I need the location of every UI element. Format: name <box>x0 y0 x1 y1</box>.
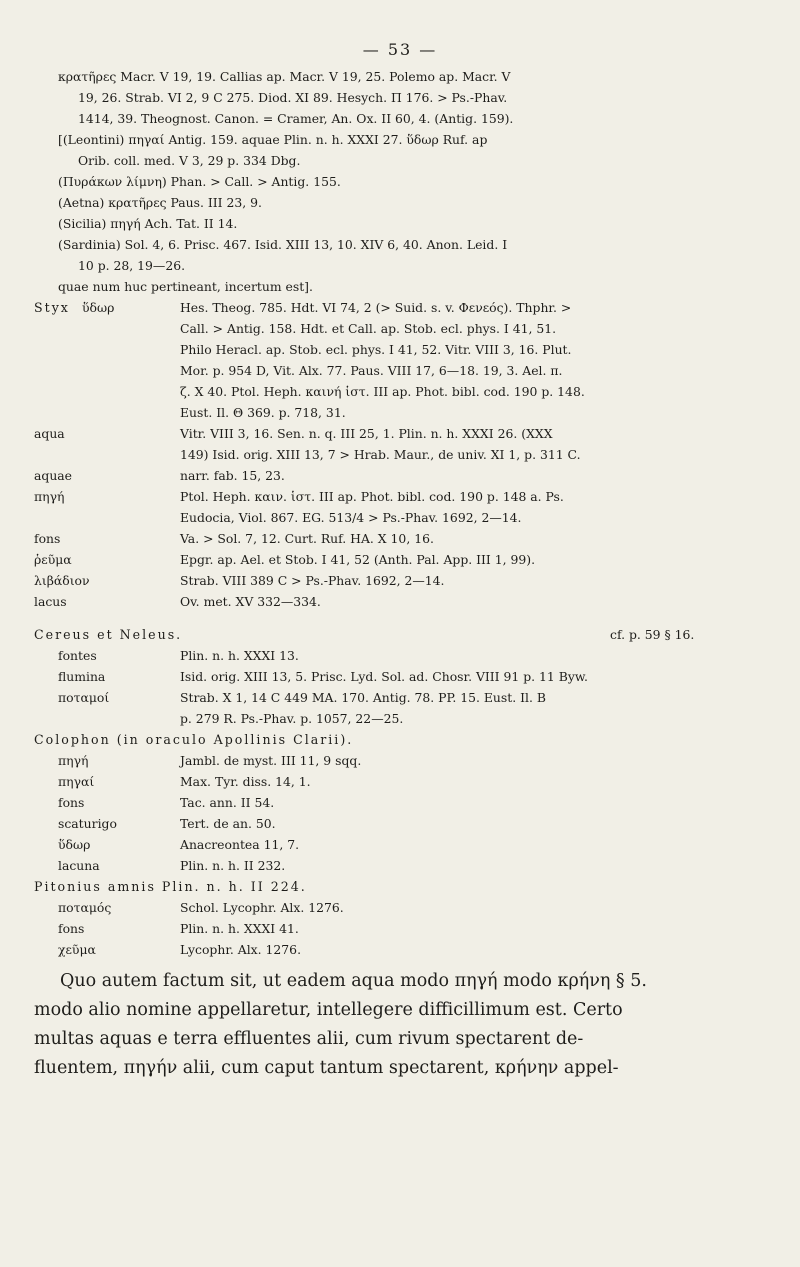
entry-text: Ov. met. XV 332—334. <box>180 594 321 609</box>
entry-label: scaturigo <box>58 816 117 831</box>
entry-text: Philo Heracl. ap. Stob. ecl. phys. I 41, 52. Vitr. VIII 3, 16. Plut. <box>180 342 572 357</box>
entry-label: fontes <box>58 648 97 663</box>
entry-text: Eust. Il. Θ 369. p. 718, 31. <box>180 405 346 420</box>
entry-text: ζ. X 40. Ptol. Heph. καινή ἱστ. III ap. Phot. bibl. cod. 190 p. 148. <box>180 384 585 399</box>
text-line: (Aetna) κρατῆρες Paus. III 23, 9. <box>58 195 262 210</box>
entry-label: ῥεῦμα <box>34 552 72 567</box>
entry-label: lacus <box>34 594 67 609</box>
text-line: (Sicilia) πηγή Ach. Tat. II 14. <box>58 216 238 231</box>
styx-heading: Styx <box>34 300 70 315</box>
entry-text: Isid. orig. XIII 13, 5. Prisc. Lyd. Sol. ad. Chosr. VIII 91 p. 11 Byw. <box>180 669 588 684</box>
entry-label: λιβάδιον <box>34 573 90 588</box>
entry-text: Jambl. de myst. III 11, 9 sqq. <box>180 753 362 768</box>
entry-text: Mor. p. 954 D, Vit. Alx. 77. Paus. VIII 17, 6—18. 19, 3. Ael. π. <box>180 363 563 378</box>
entry-label: fons <box>58 921 85 936</box>
entry-text: Tac. ann. II 54. <box>180 795 275 810</box>
text-line: 10 p. 28, 19—26. <box>78 258 186 273</box>
entry-label: ποταμοί <box>58 690 110 705</box>
colophon-heading: Colophon (in oraculo Apollinis Clarii). <box>34 732 354 747</box>
entry-text: Anacreontea 11, 7. <box>180 837 300 852</box>
text-line: quae num huc pertineant, incertum est]. <box>58 279 313 294</box>
text-line: 1414, 39. Theognost. Canon. = Cramer, An. Ox. II 60, 4. (Antig. 159). <box>78 111 514 126</box>
entry-label: fons <box>34 531 61 546</box>
page-number: — 53 — <box>362 40 438 59</box>
entry-label: fons <box>58 795 85 810</box>
entry-text: Epgr. ap. Ael. et Stob. I 41, 52 (Anth. Pal. App. III 1, 99). <box>180 552 536 567</box>
entry-label: πηγαί <box>58 774 95 789</box>
entry-text: narr. fab. 15, 23. <box>180 468 285 483</box>
prose-line: fluentem, πηγήν alii, cum caput tantum spectarent, κρήνην appel- <box>34 1058 619 1078</box>
entry-text: Call. > Antig. 158. Hdt. et Call. ap. Stob. ecl. phys. I 41, 51. <box>180 321 557 336</box>
entry-label: lacuna <box>58 858 100 873</box>
text-line: 19, 26. Strab. VI 2, 9 C 275. Diod. XI 89. Hesych. Π 176. > Ps.-Phav. <box>78 90 508 105</box>
entry-text: Max. Tyr. diss. 14, 1. <box>180 774 311 789</box>
entry-text: Plin. n. h. XXXI 41. <box>180 921 299 936</box>
entry-label: ὕδωρ <box>82 300 115 315</box>
entry-label: πηγή <box>58 753 89 768</box>
entry-text: Hes. Theog. 785. Hdt. VI 74, 2 (> Suid. s. v. Φενεός). Thphr. > <box>180 300 572 315</box>
entry-text: Lycophr. Alx. 1276. <box>180 942 302 957</box>
entry-label: ποταμός <box>58 900 112 915</box>
text-line: (Sardinia) Sol. 4, 6. Prisc. 467. Isid. XIII 13, 10. XIV 6, 40. Anon. Leid. I <box>58 237 508 252</box>
text-line: κρατῆρες Macr. V 19, 19. Callias ap. Macr. V 19, 25. Polemo ap. Macr. V <box>58 69 511 84</box>
entry-label: χεῦμα <box>58 942 96 957</box>
prose-line: Quo autem factum sit, ut eadem aqua modo πηγή modo κρήνη § 5. <box>60 971 647 991</box>
entry-text: Eudocia, Viol. 867. EG. 513/4 > Ps.-Phav. 1692, 2—14. <box>180 510 522 525</box>
entry-text: Plin. n. h. II 232. <box>180 858 286 873</box>
cross-reference: cf. p. 59 § 16. <box>610 627 695 642</box>
entry-text: Va. > Sol. 7, 12. Curt. Ruf. HA. X 10, 16. <box>180 531 434 546</box>
pitonius-heading: Pitonius amnis Plin. n. h. II 224. <box>34 879 307 894</box>
prose-line: modo alio nomine appellaretur, intellegere difficillimum est. Certo <box>34 1000 623 1020</box>
text-line: (Πυράκων λίμνη) Phan. > Call. > Antig. 155. <box>58 174 341 189</box>
entry-label: ὕδωρ <box>58 837 91 852</box>
text-line: [(Leontini) πηγαί Antig. 159. aquae Plin. n. h. XXXI 27. ὕδωρ Ruf. ap <box>58 132 488 147</box>
entry-text: Strab. X 1, 14 C 449 MA. 170. Antig. 78. PP. 15. Eust. Il. B <box>180 690 546 705</box>
prose-line: multas aquas e terra effluentes alii, cum rivum spectarent de- <box>34 1029 584 1049</box>
entry-text: Tert. de an. 50. <box>180 816 276 831</box>
entry-text: Plin. n. h. XXXI 13. <box>180 648 299 663</box>
entry-text: 149) Isid. orig. XIII 13, 7 > Hrab. Maur., de univ. XI 1, p. 311 C. <box>180 447 581 462</box>
entry-label: πηγή <box>34 489 65 504</box>
entry-label: aqua <box>34 426 65 441</box>
entry-text: Vitr. VIII 3, 16. Sen. n. q. III 25, 1. Plin. n. h. XXXI 26. (XXX <box>180 426 553 441</box>
cereus-heading: Cereus et Neleus. <box>34 627 183 642</box>
entry-text: p. 279 R. Ps.-Phav. p. 1057, 22—25. <box>180 711 404 726</box>
entry-text: Strab. VIII 389 C > Ps.-Phav. 1692, 2—14. <box>180 573 445 588</box>
entry-label: aquae <box>34 468 73 483</box>
entry-label: flumina <box>58 669 106 684</box>
entry-text: Ptol. Heph. καιν. ἱστ. III ap. Phot. bibl. cod. 190 p. 148 a. Ps. <box>180 489 564 504</box>
entry-text: Schol. Lycophr. Alx. 1276. <box>180 900 344 915</box>
text-line: Orib. coll. med. V 3, 29 p. 334 Dbg. <box>78 153 301 168</box>
